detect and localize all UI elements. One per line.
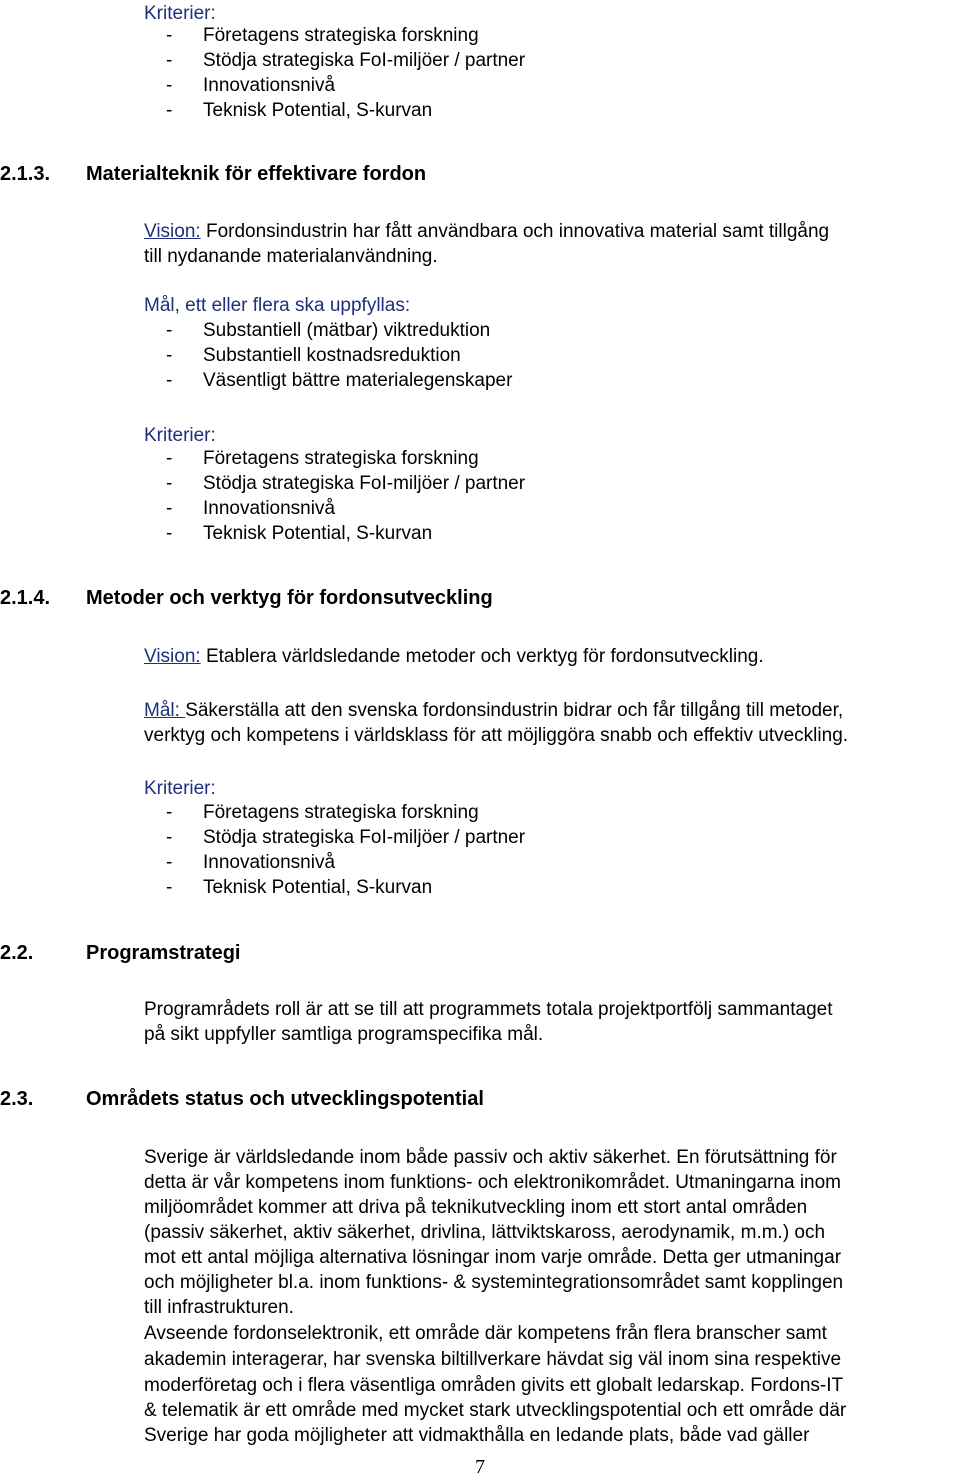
paragraph-line: till infrastrukturen.: [144, 1297, 294, 1318]
top-criteria-item: - Stödja strategiska FoI-miljöer / partner: [166, 50, 526, 71]
criteria-item: - Teknisk Potential, S-kurvan: [166, 877, 433, 898]
criteria-label: Kriterier:: [144, 425, 216, 446]
top-criteria-item: - Teknisk Potential, S-kurvan: [166, 100, 433, 121]
criteria-item: - Stödja strategiska FoI-miljöer / partner: [166, 827, 526, 848]
goal-item: - Substantiell (mätbar) viktreduktion: [166, 320, 491, 341]
top-criteria-item: - Företagens strategiska forskning: [166, 25, 479, 46]
section-number: 2.3.: [0, 1088, 34, 1110]
paragraph-line: & telematik är ett område med mycket stark utvecklingspotential och ett område där: [144, 1400, 847, 1421]
vision-label: Vision:: [144, 221, 201, 242]
paragraph-line: (passiv säkerhet, aktiv säkerhet, drivlina, lättviktskaross, aerodynamik, m.m.) och: [144, 1222, 826, 1243]
section-heading: Metoder och verktyg för fordonsutveckling: [86, 587, 493, 609]
goal-paragraph: Mål: Säkerställa att den svenska fordonsindustrin bidrar och får tillgång till metoder,: [144, 700, 844, 721]
paragraph-line: Programrådets roll är att se till att programmets totala projektportfölj sammantaget: [144, 999, 833, 1020]
criteria-item: - Stödja strategiska FoI-miljöer / partner: [166, 473, 526, 494]
paragraph-line: Sverige är världsledande inom både passiv och aktiv säkerhet. En förutsättning för: [144, 1147, 837, 1168]
section-number: 2.2.: [0, 942, 34, 964]
page-number: 7: [475, 1456, 485, 1478]
goal-label: Mål, ett eller flera ska uppfyllas:: [144, 295, 411, 316]
section-heading: Områdets status och utvecklingspotential: [86, 1088, 484, 1110]
goal-paragraph-cont: verktyg och kompetens i världsklass för att möjliggöra snabb och effektiv utveckling.: [144, 725, 849, 746]
paragraph-line: Sverige har goda möjligheter att vidmakthålla en ledande plats, både vad gäller: [144, 1425, 810, 1446]
criteria-item: - Innovationsnivå: [166, 852, 336, 873]
criteria-item: - Företagens strategiska forskning: [166, 802, 479, 823]
goal-item: - Väsentligt bättre materialegenskaper: [166, 370, 513, 391]
criteria-item: - Innovationsnivå: [166, 498, 336, 519]
section-heading: Materialteknik för effektivare fordon: [86, 163, 427, 185]
goal-item: - Substantiell kostnadsreduktion: [166, 345, 461, 366]
paragraph-line: detta är vår kompetens inom funktions- och elektronikområdet. Utmaningarna inom: [144, 1172, 842, 1193]
top-criteria-item: - Innovationsnivå: [166, 75, 336, 96]
paragraph-line: moderföretag och i flera väsentliga områden givits ett globalt ledarskap. Fordons-IT: [144, 1375, 844, 1396]
section-number: 2.1.4.: [0, 587, 51, 609]
section-number: 2.1.3.: [0, 163, 51, 185]
criteria-item: - Företagens strategiska forskning: [166, 448, 479, 469]
paragraph-line: och möjligheter bl.a. inom funktions- & systemintegrationsområdet samt kopplingen: [144, 1272, 844, 1293]
paragraph-line: mot ett antal möjliga alternativa lösningar inom varje område. Detta ger utmaningar: [144, 1247, 842, 1268]
vision-label: Vision:: [144, 646, 201, 667]
criteria-label: Kriterier:: [144, 778, 216, 799]
vision-paragraph: Vision: Fordonsindustrin har fått användbara och innovativa material samt tillgång: [144, 221, 830, 242]
paragraph-line: akademin interagerar, har svenska biltillverkare hävdat sig väl inom sina respektive: [144, 1349, 842, 1370]
section-heading: Programstrategi: [86, 942, 241, 964]
top-criteria-label: Kriterier:: [144, 3, 216, 24]
paragraph-line: Avseende fordonselektronik, ett område där kompetens från flera branscher samt: [144, 1323, 827, 1344]
paragraph-line: på sikt uppfyller samtliga programspecifika mål.: [144, 1024, 544, 1045]
vision-paragraph-cont: till nydanande materialanvändning.: [144, 246, 438, 267]
paragraph-line: miljöområdet kommer att driva på teknikutveckling inom ett stort antal områden: [144, 1197, 808, 1218]
vision-paragraph: Vision: Etablera världsledande metoder och verktyg för fordonsutveckling.: [144, 646, 764, 667]
goal-label: Mål:: [144, 700, 186, 721]
criteria-item: - Teknisk Potential, S-kurvan: [166, 523, 433, 544]
